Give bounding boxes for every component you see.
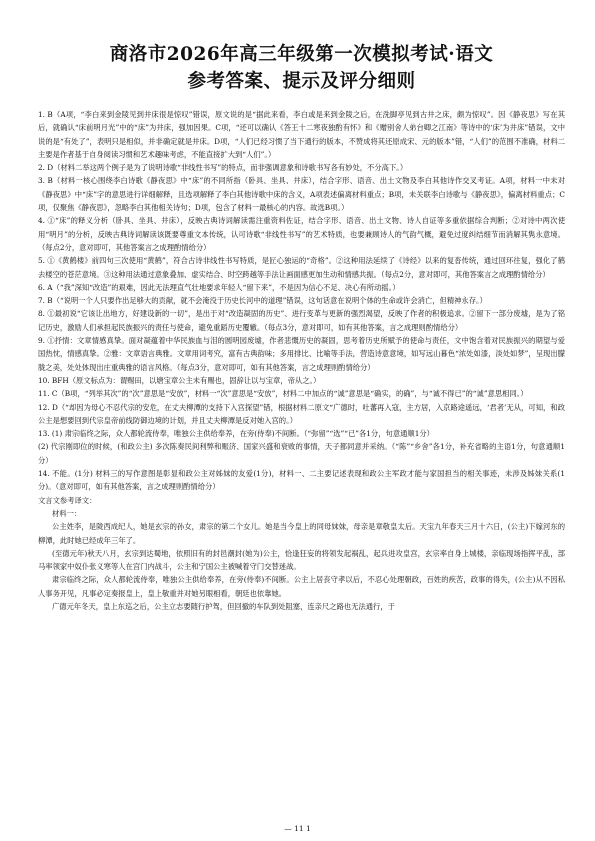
material-label: 材料一： bbox=[52, 508, 82, 518]
answer-item-5: 5. ①《黄鹤楼》前四句三次使用“黄鹤”，符合古诗非线性书写特质，是匠心独运的“奇格”。②这种用法延续了《诗经》以来的复沓传统，通过回环往复，强化了鹤去楼空的苍茫意境。③这种用法通过意象叠加、虚实结合、时空跨越等手法让画面感更加生动和情感共振。（每点2分，意对即可，其他答案言之成理酌情给分） bbox=[38, 256, 565, 279]
translation-paragraph-3: 肃宗临终之际，众人都轮流侍奉，唯独公主供给奉养，在旁(侍奉)不间断。公主上居丧守孝以后，不忍心处理朝政，百姓的疾苦，政事的得失，(公主)从不因私人事务开见，凡事必定奏报皇上，皇上敬重并对她另眼相看，朝廷也依靠她。 bbox=[38, 575, 565, 598]
answer-item-13-2: (2) 代宗刚即位的时候，(和政公主) 多次陈奏民间利弊和赈济、国家兴盛和衰败的事情，天子都同意并采纳。（“陈”“乡舍”各1分，补充省略的主语1分，句意通顺1分） bbox=[38, 442, 565, 465]
answer-item-9: 9. ①抒情：文章情感真挚。面对凝蕴着中华民族血与泪的圆明园废墟，作者悲慨历史的凝固，思考着历史所赋予的使命与责任，文中饱含着对民族振兴的期望与爱国热忱，情感真挚。②雅：文章语言典雅。文章用词考究，富有古典韵味；多用排比、比喻等手法，营造诗意意境，如写远山暮色“浓处如漆，淡处如梦”，呈现出朦胧之美，处处体现出庄重典雅的语言风格。（每点3分，意对即可，如有其他答案，言之成理则酌情给分） bbox=[38, 336, 565, 372]
translation-paragraph-2: (至德元年)秋天八月，玄宗到达蜀地，依照旧有的封邑潮封(她为)公主，恰逢狂妄的将领发起祸乱，起兵进攻皇宫，玄宗率自身上城楼，亲临现场指挥平乱，部马率领家中奴仆张义寒等人在宫门内战斗，公主和宁国公主被喊着守门交替迷战。 bbox=[38, 548, 565, 572]
answer-item-14: 14. 不能。(1分) 材料三的写作意图是彰显和政公主对姊妹的友爱(1分)，材料一、二主要记述表现和政公主军政才能与家国担当的相关事迹，未涉及姊妹关系(1分)。（意对即可，如有其他答案，言之成理则酌情给分） bbox=[38, 469, 565, 492]
translation-heading: 文言文参考译文： bbox=[38, 495, 97, 505]
answer-item-8: 8. ①最初说“它该让出地方，好建设新的一切”，是出于对“改造凝固的历史”、进行变革与更新的强烈渴望，反映了作者的积极追求。②留下一部分废墟，是为了铭记历史，激励人们承担起民族振兴的责任与使命，避免重蹈历史覆辙。（每点3分，意对即可，如有其他答案，言之成理则酌情给分） bbox=[38, 309, 565, 332]
answer-item-4: 4. ①“床”的释义分析（卧具、坐具、井床），反映古典诗词解读需注重资料佐证，结合字形、语音、出土文物、诗人自证等多重依据综合判断；②对诗中两次使用“明月”的分析，反映古典诗词解读该既要尊重文本传统，认可诗歌“非线性书写”的艺术特质，也要兼顾诗人的气韵气概，避免过度纠结细节而消解其隽永意境。（每点2分，意对即可，其他答案言之成理酌情给分） bbox=[38, 216, 565, 252]
answer-item-3: 3. B（材料一核心围绕李白诗歌《静夜思》中“床”的不同所指（卧具、坐具、井床），结合字形、语音、出土文物及李白其他诗作交叉考证。A项，材料一中未对《静夜思》中“床”字的意思进行详细解释，且选项解释了李白其他诗歌中床的含义，A项表述偏离材料重点；B项，未关联李白诗歌与《静夜思》，偏离材料重点；C项，仅聚焦《静夜思》，忽略李白其他相关诗句；D项，包含了材料一最核心的内容。故选B项。） bbox=[38, 176, 565, 213]
answer-list bbox=[38, 108, 565, 613]
page-title: 商洛市2026年高三年级第一次模拟考试·语文 bbox=[109, 44, 494, 65]
answer-item-12: 12. D（“却因为母心不忍代宗的安危，在丈夫柳潭的支持下入宫探望”错，根据材料二原文“广德时，吐蕃再入寇，主方居，入京路途遥远，‘君者’无从，可知，和政公主是想要回到代宗皇帝前线防御边境的计划，并且丈夫柳潭是反对她入宫的。） bbox=[38, 402, 565, 425]
answer-item-6: 6. A（“我”深知“改造”的艰难，因此无法理直气壮地要求年轻人“留下来”，不是因为信心不足、决心有所动摇。） bbox=[38, 282, 400, 292]
answer-item-10: 10. BFH（原文标点为：谓赐田，以塘宝章公主未有赐也，固辞让以与宝章，帝从之。） bbox=[38, 375, 321, 385]
answer-item-11: 11. C（B项，“列举其次”的“次”意思是“安放”，材料一“次”意思是“安放”，材料二中加点的“诚”意思是“确实，的确”，与“诚不得已”的“诚”意思相同。） bbox=[38, 389, 528, 399]
page-number: — 11 1 bbox=[284, 824, 311, 833]
translation-paragraph-4: 广德元年冬天，皇上东巡之后，公主立志要随行护驾，但回撤的车队到处阻塞，连亲尺之路也无法通行，于 bbox=[52, 601, 395, 611]
answer-item-2: 2. D（材料二举这两个例子是为了说明诗歌“非线性书写”的特点，而非强调意象和诗歌书写各有妙处，不分高下。） bbox=[38, 163, 408, 173]
answer-item-1: 1. B（A项，“李白来到金陵见到井床很是惊叹”错误，原文说的是“据此来看，李白或是来到金陵之后，在洗脚亭见到古井之床，颇为惊叹”。因《静夜思》写在其后，就确认“床前明月光”中的“床”为井床，强加因果。C项，“还可以确认《答王十二寒夜独酌有怀》和《赠别舍人弟台卿之江南》等诗中的‘床’为井床”错误，文中说的是“有处了”，表明只是相似，并非确定就是井床。D项，“人们已经习惯了当下通行的版本，不赞成将其还原成宋、元的版本”错，“人们”的范围不准确，材料二主要是作者基于自身阅读习惯和艺术趣味考虑，不能直接扩大到“人们”。） bbox=[38, 110, 565, 159]
page-subtitle: 参考答案、提示及评分细则 bbox=[187, 71, 416, 92]
answer-item-13-1: 13. (1) 肃宗临终之际，众人都轮流侍奉，唯独公主供给奉养，在旁(侍奉)不间断。（“弥留”“选”“已”各1分，句意通顺1分） bbox=[38, 429, 434, 439]
answer-item-7: 7. B（“说明一个人只要作出足够大的贡献，就不会淹没于历史长河中的道理”错误，这句话意在说明个体的生命或许会消亡，但精神永存。） bbox=[38, 296, 487, 306]
translation-paragraph-1: 公主姓李，是陇西成纪人，她是玄宗的孙女，肃宗的第二个女儿。她是当今皇上的同母妹妹，母亲是章敬皇太后。天宝九年春天三月十六日，(公主)下嫁河东的柳潭，此时她已经成年三年了。 bbox=[38, 522, 565, 545]
